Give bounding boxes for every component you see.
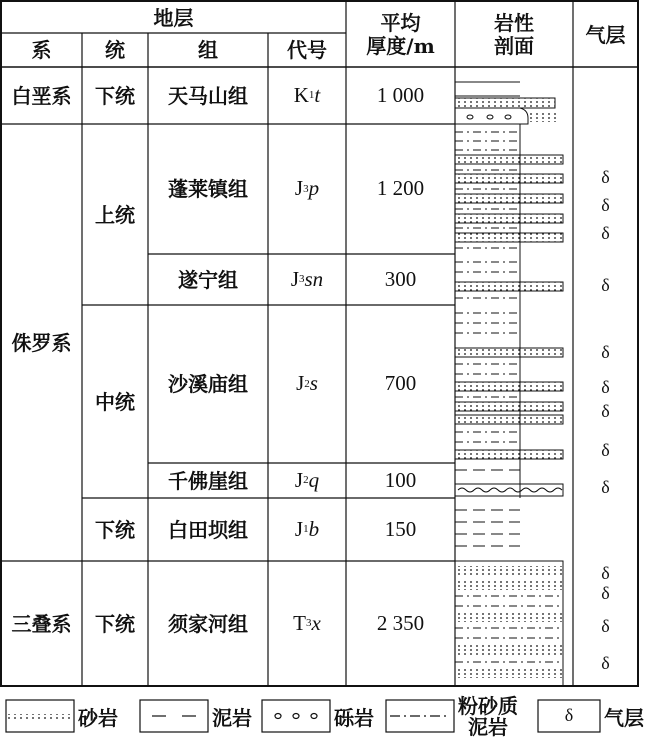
header-gas: 气层 [585,22,626,47]
thickness-shaximiao: 700 [384,371,417,396]
code-suffix: b [308,516,320,541]
lithology-column [455,82,563,686]
legend-gas-label: 气层 [604,705,644,730]
code-letter: T [293,610,306,635]
code-letter: J [294,516,304,541]
gas-symbol-qianfoya: δ [601,477,610,498]
header-formation: 组 [198,38,218,62]
gas-symbol-xujiahe-3: δ [601,616,610,637]
header-section-line2: 剖面 [494,33,534,58]
code-suffix: sn [304,266,324,291]
header-thickness-line2: 厚度/m [366,33,435,58]
header-system: 系 [31,38,52,62]
formation-shaximiao: 沙溪庙组 [168,372,248,396]
gas-symbol-shaximiao-2: δ [601,377,610,398]
legend-sandstone-label: 砂岩 [78,705,118,730]
gas-symbol-penglaizhen-2: δ [601,195,610,216]
gas-symbol-shaximiao-4: δ [601,440,610,461]
code-penglaizhen [268,124,346,254]
code-sub: 3 [306,617,312,630]
code-letter: J [290,266,299,291]
legend-silty-line1: 粉砂质 [458,694,518,718]
legend-silty-line2: 泥岩 [468,715,508,739]
thickness-xujiahe: 2 350 [376,610,425,635]
gas-symbol-shaximiao-1: δ [601,342,610,363]
header-code: 代号 [287,38,327,62]
gas-symbol-xujiahe-1: δ [601,563,610,584]
code-shaximiao [268,305,346,463]
code-letter: J [296,371,305,396]
code-xujiahe [268,561,346,686]
system-triassic: 三叠系 [11,611,72,636]
code-suffix: x [311,610,321,635]
code-letter: J [294,176,304,201]
code-suining [268,254,346,305]
gas-symbol-shaximiao-3: δ [601,401,610,422]
formation-tianmashan: 天马山组 [168,83,248,108]
system-cretaceous: 白垩系 [11,83,72,108]
code-sub: 1 [308,89,315,102]
series-lower-jurassic: 下统 [95,517,135,542]
code-sub: 1 [303,523,309,536]
code-qianfoya [268,463,346,498]
series-lower-triassic: 下统 [95,611,135,636]
thickness-tianmashan: 1 000 [376,82,425,107]
gas-symbol-xujiahe-2: δ [601,583,610,604]
series-middle-jurassic: 中统 [95,389,135,414]
thickness-suining: 300 [384,266,417,291]
thickness-baitianba: 150 [384,516,417,541]
code-suffix: t [314,82,321,107]
thickness-qianfoya: 100 [384,467,417,492]
header-section [455,2,573,67]
header-thickness [346,2,455,67]
code-suffix: p [308,176,320,201]
code-sub: 3 [303,182,309,195]
code-tianmashan [268,67,346,124]
system-jurassic: 侏罗系 [11,330,72,355]
formation-baitianba: 白田坝组 [168,517,248,542]
gas-symbol-xujiahe-4: δ [601,653,610,674]
header-thickness-line1: 平均 [380,10,421,35]
code-sub: 2 [304,377,310,390]
header-section-line1: 岩性 [494,10,534,35]
series-lower-cretaceous: 下统 [95,83,135,108]
code-suffix: q [308,467,320,492]
header-series: 统 [105,38,125,62]
thickness-penglaizhen: 1 200 [376,176,425,201]
series-upper-jurassic: 上统 [95,202,135,227]
code-sub: 2 [303,474,309,487]
gas-symbol-suining: δ [601,275,610,296]
formation-suining: 遂宁组 [178,267,238,292]
legend-mudstone-label: 泥岩 [212,705,252,730]
code-baitianba [268,498,346,561]
code-letter: J [294,467,304,492]
formation-qianfoya: 千佛崖组 [168,468,248,493]
legend-conglomerate-label: 砾岩 [334,705,374,730]
code-suffix: s [309,371,318,396]
legend-silty-mudstone-label [458,694,518,740]
code-sub: 3 [299,273,305,286]
formation-xujiahe: 须家河组 [168,611,248,636]
code-letter: K [293,82,309,107]
gas-symbol-penglaizhen-1: δ [601,167,610,188]
legend-gas-symbol: δ [564,705,574,726]
formation-penglaizhen: 蓬莱镇组 [168,177,248,201]
gas-symbol-penglaizhen-3: δ [601,223,610,244]
header-strata: 地层 [153,5,194,30]
